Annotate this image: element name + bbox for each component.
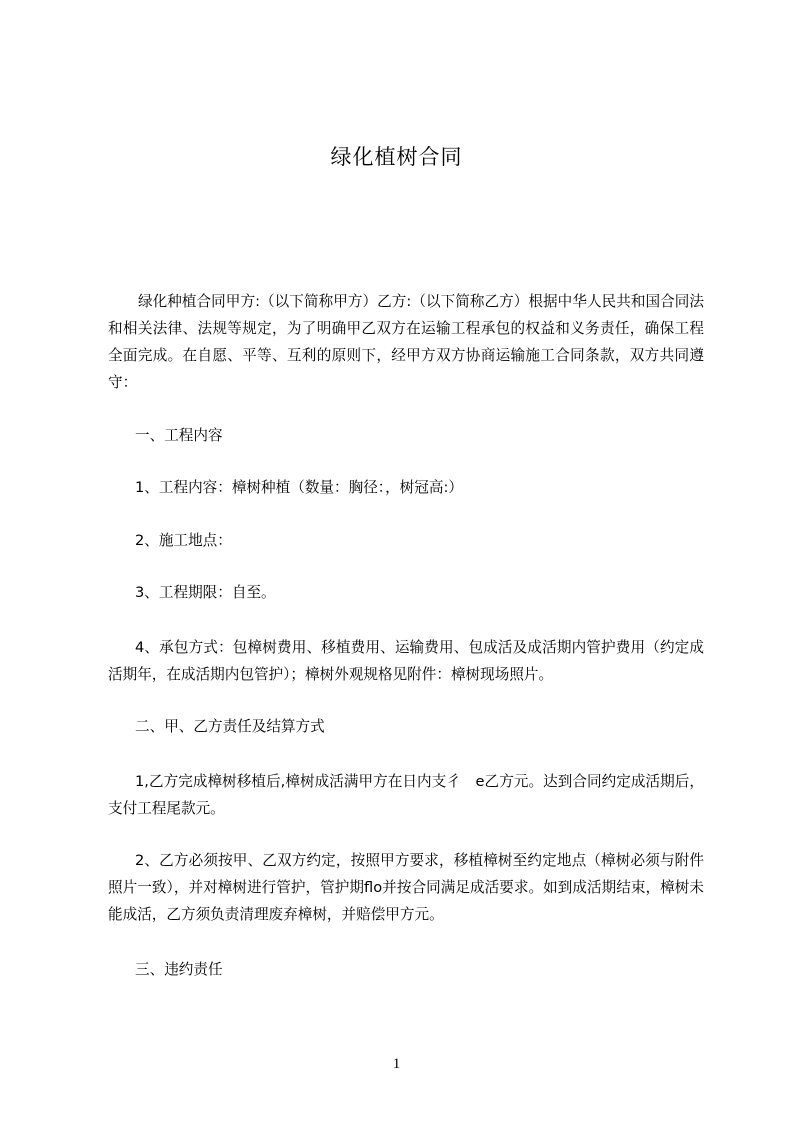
- clause-work-period: 3、工程期限：自至。: [135, 584, 276, 601]
- section-heading-work-content: 一、工程内容: [135, 427, 223, 444]
- clause-payment: 1,乙方完成樟树移植后,樟树成活满甲方在日内支彳 e乙方元。达到合同约定成活期后，支付工程尾款元。: [108, 773, 704, 817]
- clause-construction-site: 2、施工地点：: [135, 532, 232, 549]
- page-number: 1: [392, 1056, 401, 1072]
- intro-paragraph: 绿化种植合同甲方:（以下简称甲方）乙方:（以下简称乙方）根据中华人民共和国合同法和相关法律、法规等规定，为了明确甲乙双方在运输工程承包的权益和义务责任，确保工程全面完成。在自愿、平等、互利的原则下，经甲方双方协商运输施工合同条款，双方共同遵守：: [108, 293, 704, 391]
- document-title: 绿化植树合同: [330, 145, 463, 169]
- clause-party-b-duties: 2、乙方必须按甲、乙双方约定，按照甲方要求，移植樟树至约定地点（樟树必须与附件照片一致），并对樟树进行管护，管护期flo并按合同满足成活要求。如到成活期结束，樟树未能成活，乙方须负责清理废弃樟树，并赔偿甲方元。: [108, 852, 704, 923]
- section-heading-breach-liability: 三、违约责任: [135, 961, 223, 978]
- clause-work-content: 1、工程内容：樟树种植（数量：胸径：，树冠高:）: [135, 479, 463, 496]
- section-heading-responsibilities: 二、甲、乙方责任及结算方式: [135, 718, 325, 735]
- clause-contract-method: 4、承包方式：包樟树费用、移植费用、运输费用、包成活及成活期内管护费用（约定成活期年，在成活期内包管护）；樟树外观规格见附件：樟树现场照片。: [108, 639, 704, 683]
